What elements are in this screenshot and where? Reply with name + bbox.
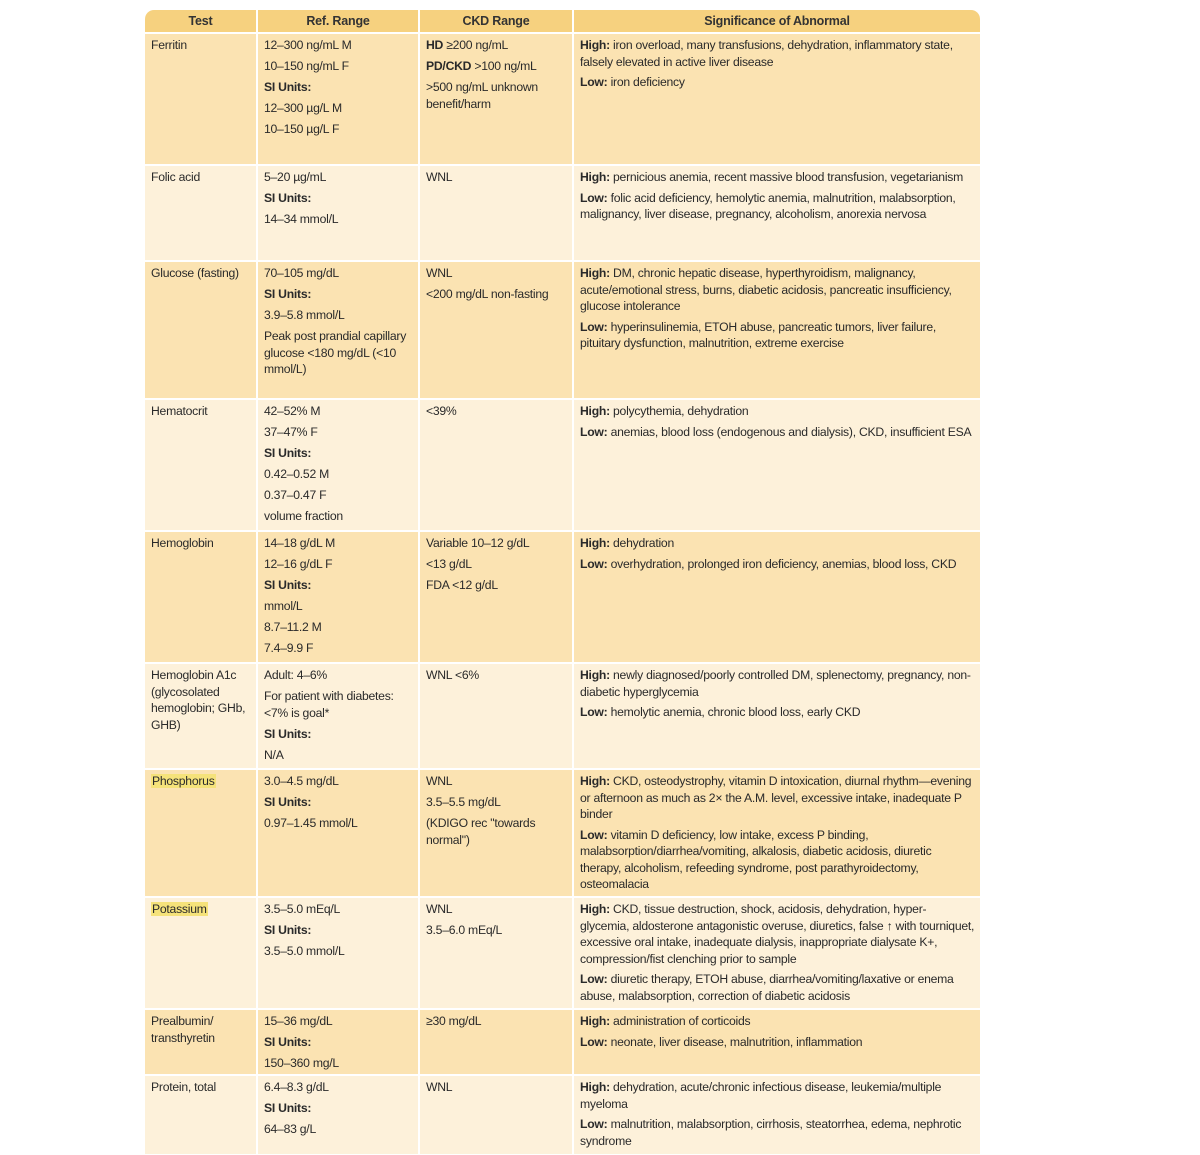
significance: High: CKD, osteodystrophy, vitamin D intoxication, diurnal rhythm—evening or afternoon as much as 2× the A.M. level, excessive intake, inadequate P binder Low: vitamin D deficiency, low intake, excess P binding, malabsorption/diarrhea/vomiting, alkalosis, diabetic acidosis, diuretic therapy, alcoholism, refeeding syndrome, post parathyroidectomy, osteomalacia (574, 768, 980, 896)
header-significance: Significance of Abnormal (704, 14, 850, 28)
ref-range: Adult: 4–6% For patient with diabetes: <7% is goal* SI Units: N/A (258, 662, 420, 768)
table-row (145, 164, 980, 260)
table-row (145, 32, 980, 164)
ref-range: 70–105 mg/dL SI Units: 3.9–5.8 mmol/L Peak post prandial capillary glucose <180 mg/dL (<10 mmol/L) (258, 260, 420, 398)
table-row (145, 260, 980, 398)
significance: High: iron overload, many transfusions, dehydration, inflammatory state, falsely elevated in active liver disease Low: iron deficiency (574, 32, 980, 164)
test-name: Hemoglobin A1c (glycosolated hemoglobin; GHb, GHB) (145, 662, 258, 768)
header-ckd-range: CKD Range (420, 10, 574, 32)
ref-range: 12–300 ng/mL M 10–150 ng/mL F SI Units: 12–300 µg/L M 10–150 µg/L F (258, 32, 420, 164)
ref-range: 14–18 g/dL M 12–16 g/dL F SI Units: mmol/L 8.7–11.2 M 7.4–9.9 F (258, 530, 420, 662)
ckd-range: WNL 3.5–6.0 mEq/L (420, 896, 574, 1008)
ckd-range: WNL (420, 1074, 574, 1154)
test-name: Protein, total (145, 1074, 258, 1154)
table-row (145, 530, 980, 662)
header-ref-range: Ref. Range (258, 10, 420, 32)
ckd-range: ≥30 mg/dL (420, 1008, 574, 1074)
table-row (145, 896, 980, 1008)
ref-range: 6.4–8.3 g/dL SI Units: 64–83 g/L (258, 1074, 420, 1154)
table-row (145, 768, 980, 896)
ref-range: 3.0–4.5 mg/dL SI Units: 0.97–1.45 mmol/L (258, 768, 420, 896)
test-name: Potassium (145, 896, 258, 1008)
significance: High: polycythemia, dehydration Low: anemias, blood loss (endogenous and dialysis), CKD, insufficient ESA (574, 398, 980, 530)
test-name: Glucose (fasting) (145, 260, 258, 398)
test-name: Hematocrit (145, 398, 258, 530)
test-name: Hemoglobin (145, 530, 258, 662)
significance: High: newly diagnosed/poorly controlled DM, splenectomy, pregnancy, non-diabetic hyperglycemia Low: hemolytic anemia, chronic blood loss, early CKD (574, 662, 980, 768)
significance: High: DM, chronic hepatic disease, hyperthyroidism, malignancy, acute/emotional stress, burns, diabetic acidosis, pancreatic insufficiency, glucose intolerance Low: hyperinsulinemia, ETOH abuse, pancreatic tumors, liver failure, pituitary dysfunction, malnutrition, extreme exercise (574, 260, 980, 398)
significance: High: administration of corticoids Low: neonate, liver disease, malnutrition, inflammation (574, 1008, 980, 1074)
ckd-range: WNL <6% (420, 662, 574, 768)
ref-range: 42–52% M 37–47% F SI Units: 0.42–0.52 M 0.37–0.47 F volume fraction (258, 398, 420, 530)
ref-range: 3.5–5.0 mEq/L SI Units: 3.5–5.0 mmol/L (258, 896, 420, 1008)
table-row (145, 398, 980, 530)
ckd-range: HD ≥200 ng/mL PD/CKD >100 ng/mL >500 ng/mL unknown benefit/harm (420, 32, 574, 164)
ckd-range: WNL 3.5–5.5 mg/dL (KDIGO rec "towards normal") (420, 768, 574, 896)
test-name: Phosphorus (145, 768, 258, 896)
table-header (145, 10, 980, 32)
ckd-range: WNL <200 mg/dL non-fasting (420, 260, 574, 398)
test-name: Prealbumin/ transthyretin (145, 1008, 258, 1074)
test-name: Ferritin (145, 32, 258, 164)
table-row (145, 1074, 980, 1154)
ref-range: 5–20 µg/mL SI Units: 14–34 mmol/L (258, 164, 420, 260)
table-row (145, 662, 980, 768)
significance: High: CKD, tissue destruction, shock, acidosis, dehydration, hyper-glycemia, aldosterone antagonistic overuse, diuretics, false ↑ with tourniquet, excessive oral intake, inadequate dialysis, inappropriate dialysate K+, compression/fist clenching prior to sample Low: diuretic therapy, ETOH abuse, diarrhea/vomiting/laxative or enema abuse, malabsorption, correction of diabetic acidosis (574, 896, 980, 1008)
ckd-range: <39% (420, 398, 574, 530)
significance: High: pernicious anemia, recent massive blood transfusion, vegetarianism Low: folic acid deficiency, hemolytic anemia, malnutrition, malabsorption, malignancy, liver disease, pregnancy, alcoholism, anorexia nervosa (574, 164, 980, 260)
ref-range: 15–36 mg/dL SI Units: 150–360 mg/L (258, 1008, 420, 1074)
significance: High: dehydration, acute/chronic infectious disease, leukemia/multiple myeloma Low: malnutrition, malabsorption, cirrhosis, steatorrhea, edema, nephrotic syndrome (574, 1074, 980, 1154)
ckd-range: WNL (420, 164, 574, 260)
ckd-range: Variable 10–12 g/dL <13 g/dL FDA <12 g/dL (420, 530, 574, 662)
header-test: Test (145, 10, 258, 32)
test-name: Folic acid (145, 164, 258, 260)
table-row (145, 1008, 980, 1074)
significance: High: dehydration Low: overhydration, prolonged iron deficiency, anemias, blood loss, CKD (574, 530, 980, 662)
lab-values-table (145, 10, 980, 1154)
